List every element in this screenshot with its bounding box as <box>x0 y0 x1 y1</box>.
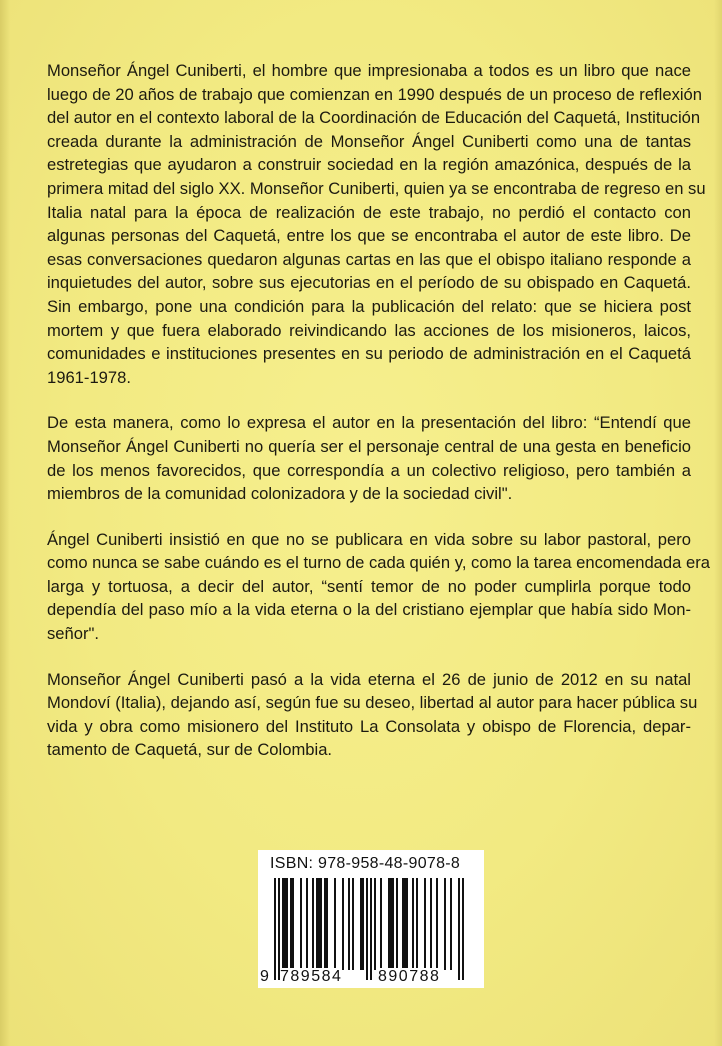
barcode-bar <box>318 878 320 970</box>
text-line: del autor en el contexto laboral de la Coordinación de Educación del Caquetá, Institución <box>47 108 701 128</box>
barcode-bar <box>374 878 376 970</box>
barcode-digits-right: 890788 <box>378 968 441 985</box>
barcode-bar <box>284 878 286 970</box>
barcode-guard-bar <box>370 878 372 980</box>
paragraph-2 <box>47 411 691 505</box>
text-line: creada durante la administración de Monseñor Ángel Cuniberti como una de tantas <box>47 131 691 151</box>
barcode-bar <box>424 878 426 970</box>
text-line: Monseñor Ángel Cuniberti pasó a la vida eterna el 26 de junio de 2012 en su natal <box>47 669 691 689</box>
cover-right-edge-shadow <box>714 0 722 1046</box>
barcode-bar <box>362 878 364 970</box>
text-line: mortem y que fuera elaborado reivindicando las acciones de los misioneros, laicos, <box>47 320 691 340</box>
text-line: inquietudes del autor, sobre sus ejecutorias en el período de su obispado en Caquetá. <box>47 273 691 293</box>
barcode-bar <box>326 878 328 970</box>
isbn-barcode <box>258 850 484 988</box>
text-line: comunidades e instituciones presentes en su periodo de administración en el Caquetá <box>47 344 691 364</box>
barcode-bar <box>450 878 452 970</box>
barcode-bar <box>334 878 336 970</box>
barcode-bar <box>404 878 406 970</box>
barcode-bar <box>444 878 446 970</box>
cover-left-edge-shadow <box>0 0 10 1046</box>
text-line: vida y obra como misionero del Instituto La Consolata y obispo de Florencia, depar- <box>47 716 691 736</box>
text-line: miembros de la comunidad colonizadora y de la sociedad civil". <box>47 484 513 504</box>
barcode-bar <box>416 878 418 970</box>
text-line: esas conversaciones quedaron algunas cartas en las que el obispo italiano responde a <box>47 249 691 269</box>
paragraph-4 <box>47 668 698 762</box>
text-line: Sin embargo, pone una condición para la publicación del relato: que se hiciera post <box>47 296 691 316</box>
barcode-bar <box>290 878 292 970</box>
barcode-bar <box>342 878 344 970</box>
barcode-bar <box>380 878 382 970</box>
barcode-guard-bar <box>462 878 464 980</box>
text-line: dependía del paso mío a la vida eterna o la del cristiano ejemplar que había sido Mon- <box>47 600 691 620</box>
barcode-bar <box>392 878 394 970</box>
barcode-bar <box>324 878 326 970</box>
text-line: Ángel Cuniberti insistió en que no se publicara en vida sobre su labor pastoral, pero <box>47 529 691 549</box>
barcode-bar <box>412 878 414 970</box>
barcode-bar <box>396 878 398 970</box>
barcode-digit-first: 9 <box>260 968 271 985</box>
barcode-bar <box>316 878 318 970</box>
barcode-guard-bar <box>366 878 368 980</box>
text-line: 1961-1978. <box>47 367 131 387</box>
text-line: como nunca se sabe cuándo es el turno de cada quién y, como la tarea encomendada era <box>47 553 710 573</box>
barcode-bar <box>306 878 308 970</box>
text-line: Mondoví (Italia), dejando así, según fue su deseo, libertad al autor para hacer pública su <box>47 693 698 713</box>
text-line: señor". <box>47 624 100 644</box>
isbn-label: ISBN: 978-958-48-9078-8 <box>270 855 461 872</box>
barcode-bar <box>282 878 284 970</box>
barcode-guard-bar <box>274 878 276 980</box>
barcode-bar <box>436 878 438 970</box>
barcode-bar <box>430 878 432 970</box>
barcode-guard-bar <box>458 878 460 980</box>
barcode-bar <box>286 878 288 970</box>
barcode-bar <box>360 878 362 970</box>
barcode-bar <box>406 878 408 970</box>
barcode-digits-left: 789584 <box>280 968 343 985</box>
paragraph-1 <box>47 59 706 389</box>
barcode-bar <box>292 878 294 970</box>
text-line: Italia natal para la época de realización de este trabajo, no perdió el contacto con <box>47 202 691 222</box>
barcode-guard-bar <box>278 878 280 980</box>
barcode-bar <box>352 878 354 970</box>
synopsis-text <box>47 59 710 784</box>
text-line: larga y tortuosa, a decir del autor, “sentí temor de no poder cumplirla porque todo <box>47 576 691 596</box>
barcode-bar <box>320 878 322 970</box>
barcode-bar <box>348 878 350 970</box>
paragraph-3 <box>47 528 710 646</box>
barcode-bar <box>312 878 314 970</box>
barcode-bar <box>388 878 390 970</box>
text-line: estretegias que ayudaron a construir sociedad en la región amazónica, después de la <box>47 155 691 175</box>
barcode-bar <box>390 878 392 970</box>
text-line: algunas personas del Caquetá, entre los que se encontraba el autor de este libro. De <box>47 226 691 246</box>
text-line: luego de 20 años de trabajo que comienzan en 1990 después de un proceso de reflexión <box>47 84 703 104</box>
text-line: Monseñor Ángel Cuniberti, el hombre que impresionaba a todos es un libro que nace <box>47 61 691 80</box>
barcode-bar <box>402 878 404 970</box>
text-line: tamento de Caquetá, sur de Colombia. <box>47 740 333 760</box>
text-line: Monseñor Ángel Cuniberti no quería ser el personaje central de una gesta en beneficio <box>47 436 691 456</box>
text-line: De esta manera, como lo expresa el autor en la presentación del libro: “Entendí que <box>47 413 691 433</box>
barcode-bar <box>300 878 302 970</box>
text-line: primera mitad del siglo XX. Monseñor Cuniberti, quien ya se encontraba de regreso en su <box>47 178 706 198</box>
text-line: de los menos favorecidos, que correspondía a un colectivo religioso, pero también a <box>47 460 691 480</box>
